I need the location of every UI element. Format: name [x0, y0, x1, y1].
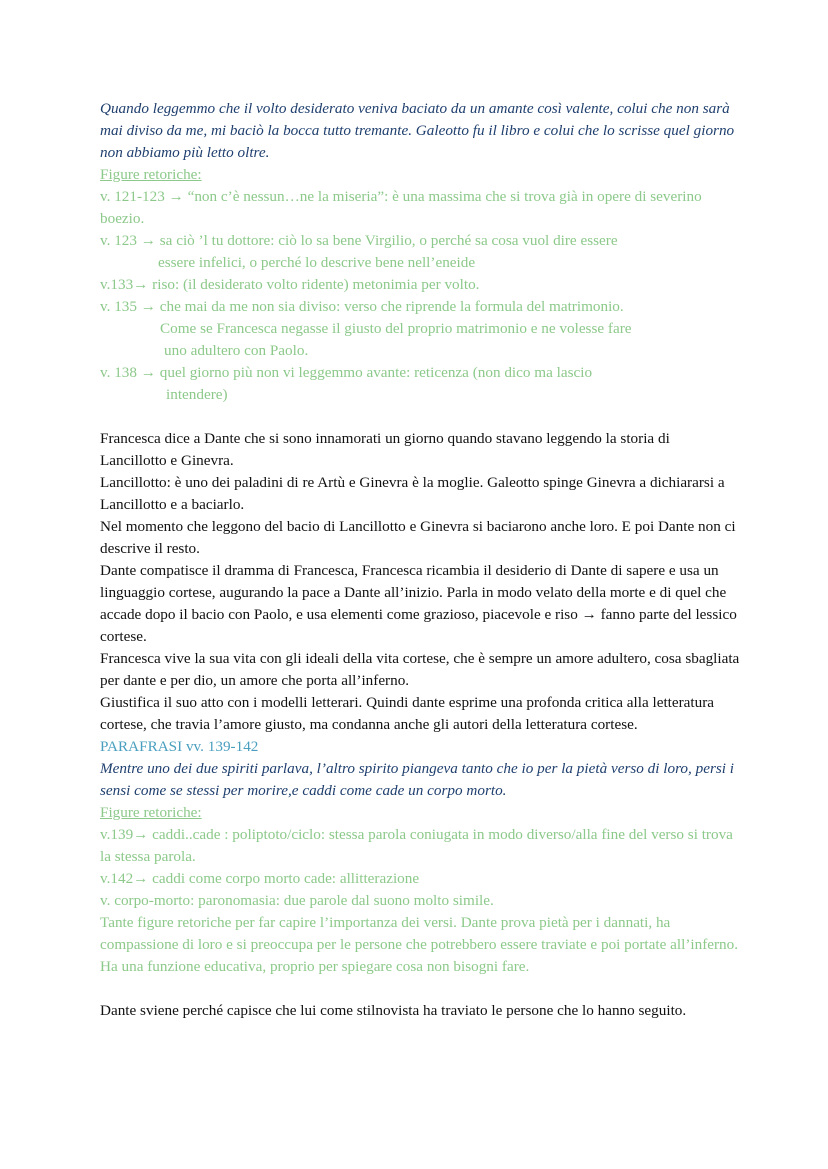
body-paragraph: Nel momento che leggono del bacio di Lancillotto e Ginevra si baciarono anche loro. E poi Dante non ci descrive il resto.: [100, 518, 736, 557]
figure-item: v.139→ caddi..cade : poliptoto/ciclo: stessa parola coniugata in modo diverso/alla fine del verso si trova la stessa parola.: [100, 826, 733, 865]
figure-item: v. 123 → sa ciò ’l tu dottore: ciò lo sa bene Virgilio, o perché sa cosa vuol dire essere: [100, 232, 618, 249]
paraphrase-text: Mentre uno dei due spiriti parlava, l’altro spirito piangeva tanto che io per la pietà verso di loro, persi i sensi come se stessi per morire,e caddi come cade un corpo morto.: [100, 760, 735, 799]
paraphrase-heading: PARAFRASI vv. 139-142: [100, 738, 259, 755]
body-paragraph: Lancillotto: è uno dei paladini di re Artù e Ginevra è la moglie. Galeotto spinge Ginevra a dichiararsi a Lancillotto e a baciarlo.: [100, 474, 725, 513]
body-paragraph: Dante compatisce il dramma di Francesca, Francesca ricambia il desiderio di Dante di sapere e usa un linguaggio cortese, augurando la pace a Dante all’inizio. Parla in modo velato della morte e di quel che accade dopo il bacio con Paolo, e usa elementi come grazioso, piacevole e riso → fanno parte del lessico cortese.: [100, 562, 737, 645]
body-paragraph: Francesca dice a Dante che si sono innamorati un giorno quando stavano leggendo la storia di Lancillotto e Ginevra.: [100, 430, 670, 469]
figure-item-continuation: uno adultero con Paolo.: [164, 342, 309, 359]
body-paragraph: Giustifica il suo atto con i modelli letterari. Quindi dante esprime una profonda critica alla letteratura cortese, che travia l’amore giusto, ma condanna anche gli autori della letteratura cortese.: [100, 694, 715, 733]
body-paragraph: Francesca vive la sua vita con gli ideali della vita cortese, che è sempre un amore adultero, cosa sbagliata per dante e per dio, un amore che porta all’inferno.: [100, 650, 740, 689]
document-page: [100, 98, 740, 1022]
figure-item-continuation: intendere): [166, 386, 228, 403]
figure-item: v.142→ caddi come corpo morto cade: allitterazione: [100, 870, 420, 887]
figure-item-continuation: Come se Francesca negasse il giusto del proprio matrimonio e ne volesse fare: [160, 320, 632, 337]
spacer: [100, 406, 740, 428]
figure-item: v. 135 → che mai da me non sia diviso: verso che riprende la formula del matrimonio.: [100, 298, 624, 315]
figure-item: v. corpo-morto: paronomasia: due parole dal suono molto simile.: [100, 892, 494, 909]
figure-item: v. 138 → quel giorno più non vi leggemmo avante: reticenza (non dico ma lascio: [100, 364, 593, 381]
figure-item-continuation: essere infelici, o perché lo descrive bene nell’eneide: [158, 254, 476, 271]
figures-heading: Figure retoriche:: [100, 804, 202, 821]
figure-item: v.133→ riso: (il desiderato volto ridente) metonimia per volto.: [100, 276, 480, 293]
spacer: [100, 978, 740, 1000]
figure-item: v. 121-123 → “non c’è nessun…ne la miseria”: è una massima che si trova già in opere di severino boezio.: [100, 188, 702, 227]
paraphrase-text: Quando leggemmo che il volto desiderato veniva baciato da un amante così valente, colui che non sarà mai diviso da me, mi baciò la bocca tutto tremante. Galeotto fu il libro e colui che lo scrisse quel giorno non abbiamo più letto oltre.: [100, 100, 735, 161]
figure-item: Tante figure retoriche per far capire l’importanza dei versi. Dante prova pietà per i dannati, ha compassione di loro e si preoccupa per le persone che potrebbero essere traviate e poi portate all’inferno. Ha una funzione educativa, proprio per spiegare cosa non bisogni fare.: [100, 914, 739, 975]
closing-paragraph: Dante sviene perché capisce che lui come stilnovista ha traviato le persone che lo hanno seguito.: [100, 1002, 687, 1019]
figures-heading: Figure retoriche:: [100, 166, 202, 183]
